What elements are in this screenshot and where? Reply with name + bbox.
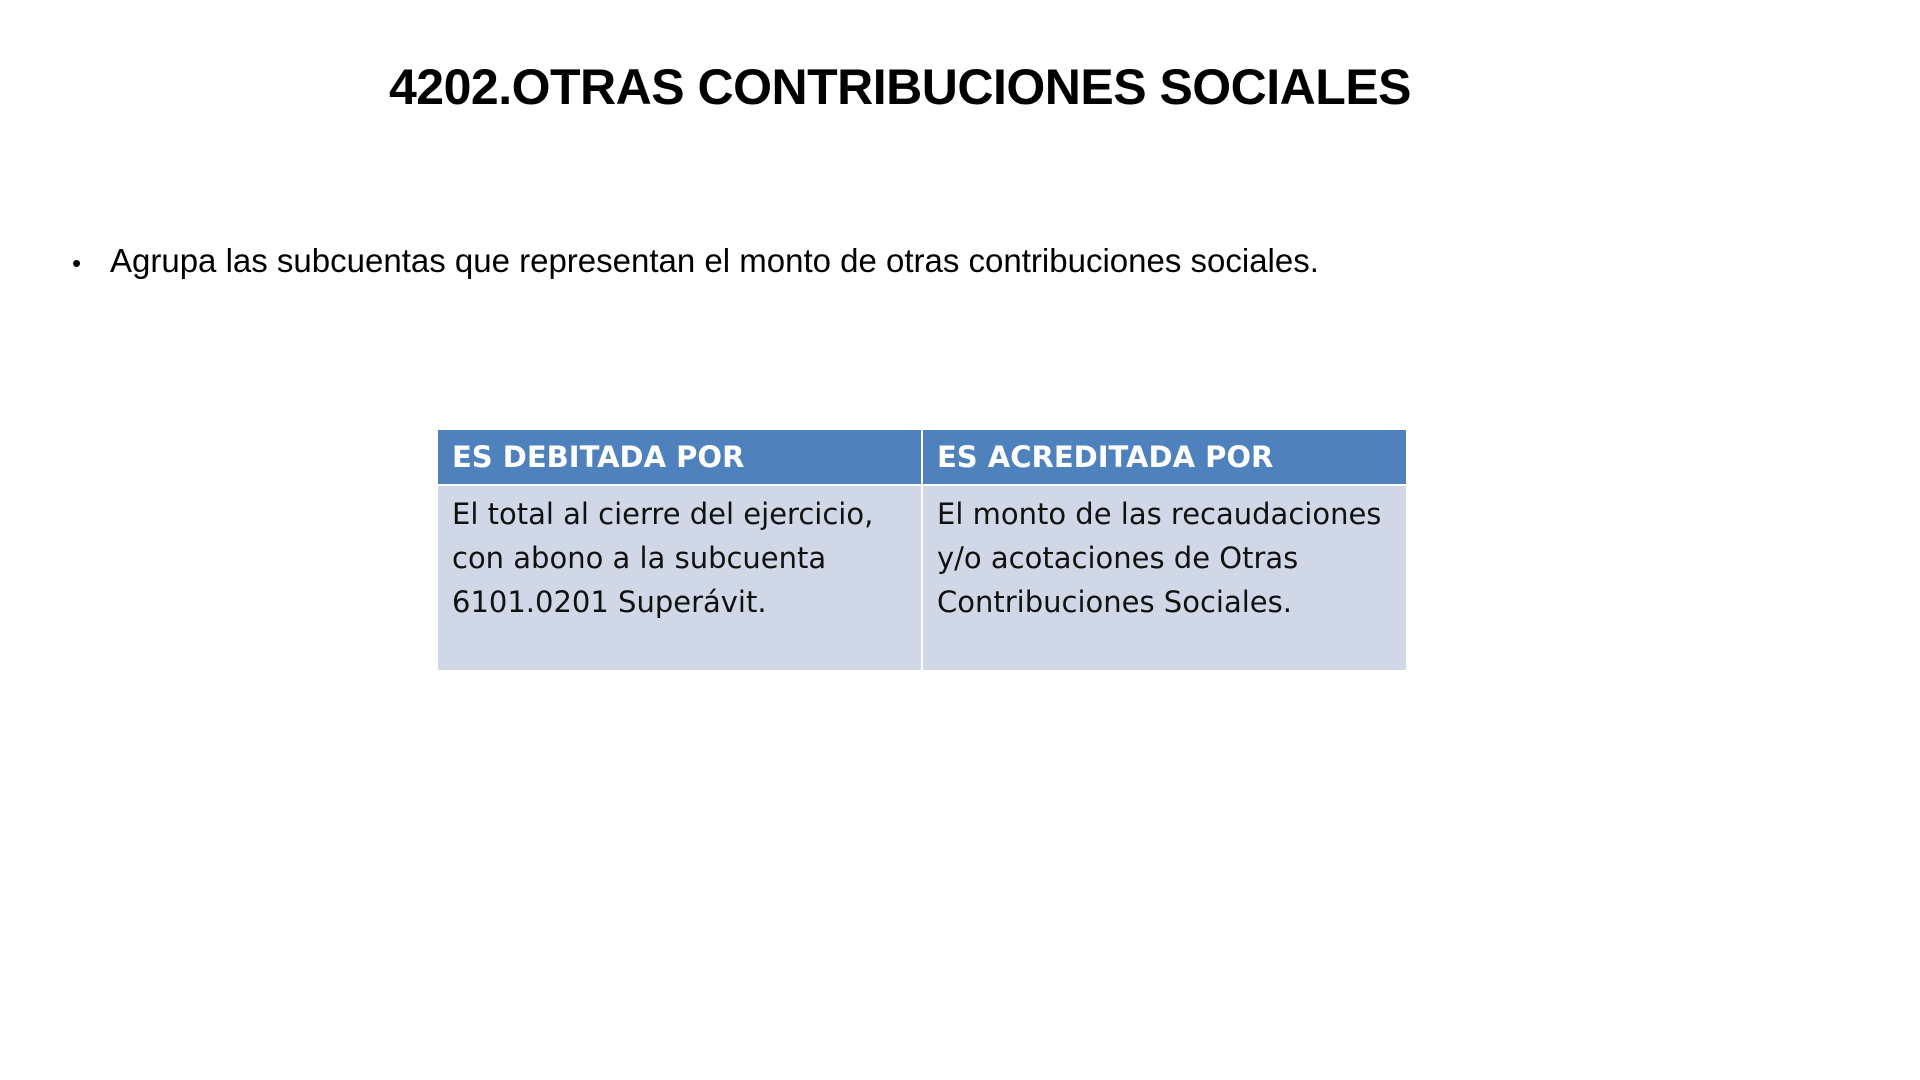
debit-credit-table — [436, 428, 1408, 672]
cell-credit: El monto de las recaudaciones y/o acotaciones de Otras Contribuciones Sociales. — [922, 485, 1407, 671]
slide-title: 4202.OTRAS CONTRIBUCIONES SOCIALES — [388, 59, 1412, 115]
table-header-row — [437, 429, 1407, 485]
bullet-item — [72, 242, 1319, 280]
table-row — [437, 485, 1407, 671]
bullet-list — [72, 242, 1319, 280]
bullet-text: Agrupa las subcuentas que representan el monto de otras contribuciones sociales. — [110, 242, 1319, 279]
header-credit: ES ACREDITADA POR — [922, 429, 1407, 485]
cell-debit: El total al cierre del ejercicio, con abono a la subcuenta 6101.0201 Superávit. — [437, 485, 922, 671]
header-debit: ES DEBITADA POR — [437, 429, 922, 485]
bullet-dot-icon: • — [72, 248, 82, 278]
